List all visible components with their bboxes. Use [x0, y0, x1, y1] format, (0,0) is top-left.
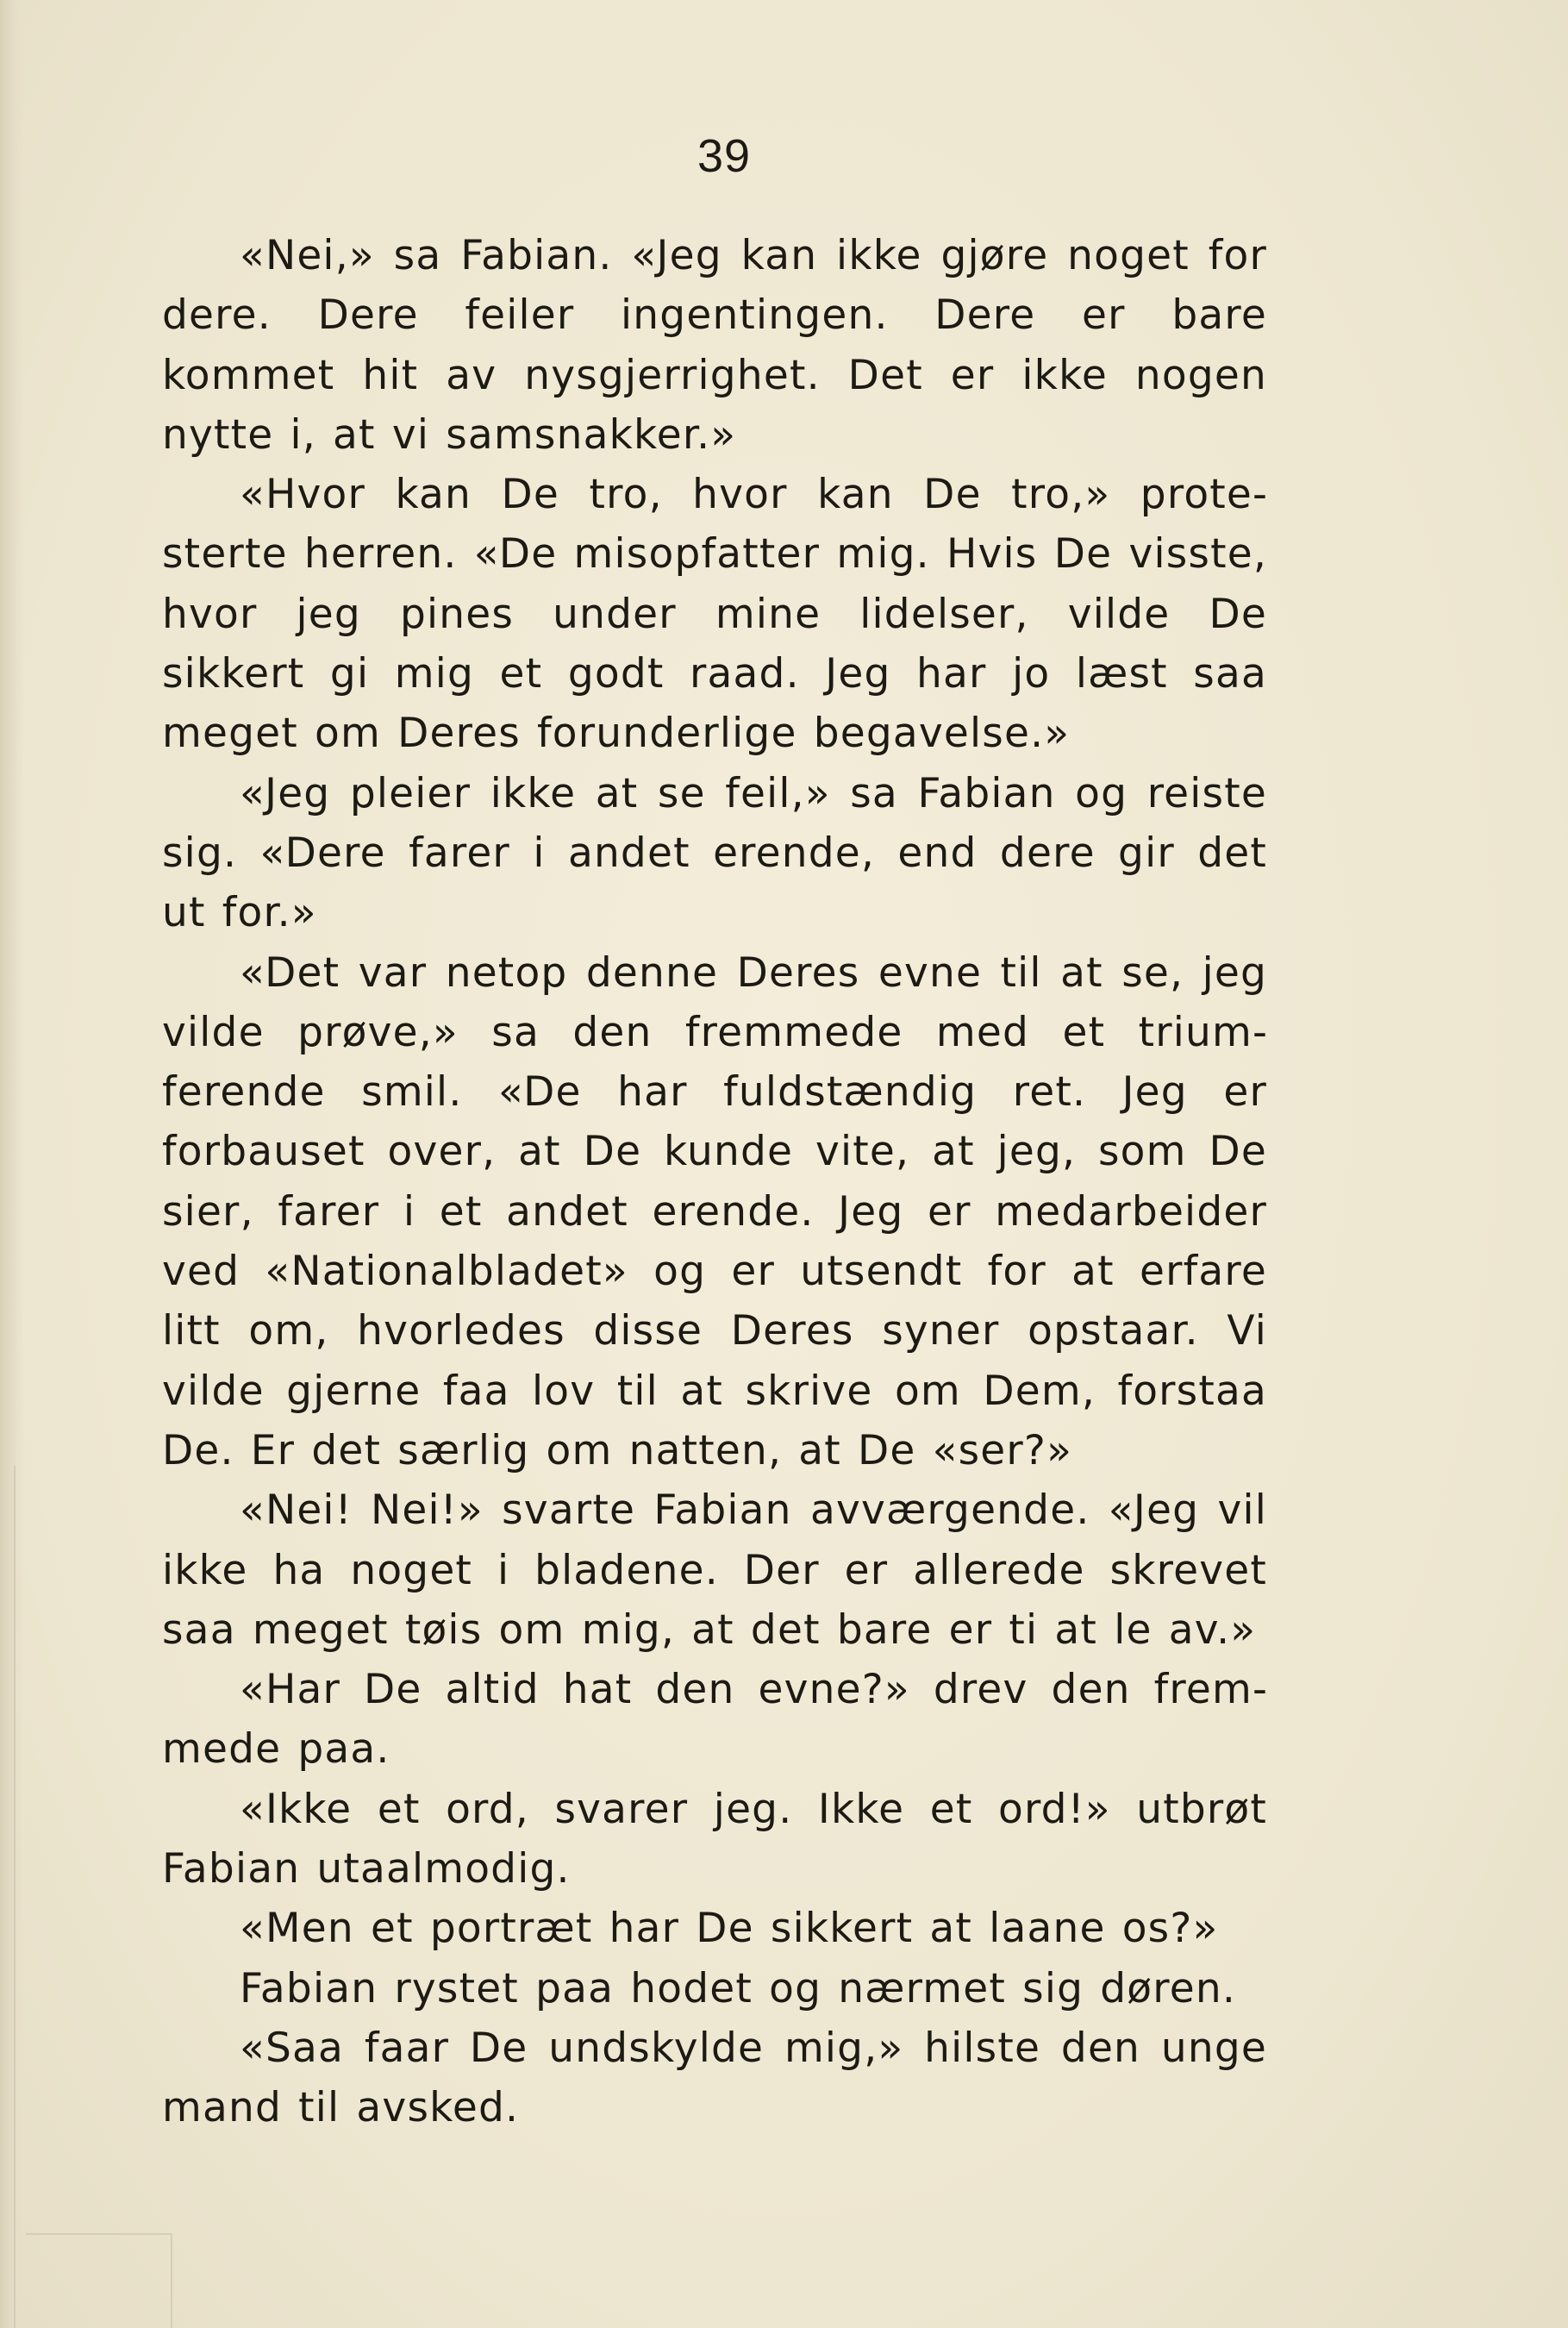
spine-line	[14, 1466, 16, 2328]
paragraph: «Saa faar De undskylde mig,» hilste den unge mand til avsked.	[162, 2024, 1267, 2132]
paragraph: «Nei,» sa Fabian. «Jeg kan ikke gjøre noget for dere. Dere feiler ingentingen. Dere er bare kommet hit av nysgjerrighet. Det er ikke nogen nytte i, at vi samsnakker.»	[162, 232, 1267, 459]
corner-mark	[26, 2233, 172, 2328]
paragraph: «Ikke et ord, svarer jeg. Ikke et ord!» utbrøt Fabian utaalmodig.	[162, 1785, 1267, 1893]
spine-shadow	[0, 0, 24, 2328]
paragraph: «Det var netop denne Deres evne til at se, jeg vilde prøve,» sa den fremmede med et triumferende smil. «De har fuldstændig ret. Jeg er forbauset over, at De kunde vite, at jeg, som De sier, farer i et andet erende. Jeg er medarbeider ved «Nationalbladet» og er utsendt for at erfare litt om, hvorledes disse Deres syner opstaar. Vi vilde gjerne faa lov til at skrive om Dem, forstaa De. Er det særlig om natten, at De «ser?»	[162, 948, 1267, 1474]
body-text	[162, 226, 1267, 2138]
paragraph: «Har De altid hat den evne?» drev den fremmede paa.	[162, 1666, 1267, 1774]
paragraph: «Hvor kan De tro, hvor kan De tro,» protesterte herren. «De misopfatter mig. Hvis De visste, hvor jeg pines under mine lidelser, vilde De sikkert gi mig et godt raad. Jeg har jo læst saa meget om Deres forunderlige begavelse.»	[162, 471, 1267, 758]
page-number: 39	[697, 130, 752, 182]
paragraph: «Nei! Nei!» svarte Fabian avværgende. «Jeg vil ikke ha noget i bladene. Der er allerede skrevet saa meget tøis om mig, at det bare er ti at le av.»	[162, 1486, 1267, 1654]
paragraph: «Jeg pleier ikke at se feil,» sa Fabian og reiste sig. «Dere farer i andet erende, end dere gir det ut for.»	[162, 769, 1267, 937]
paragraph: «Men et portræt har De sikkert at laane os?»	[240, 1905, 1219, 1953]
paragraph: Fabian rystet paa hodet og nærmet sig døren.	[240, 1964, 1236, 2012]
